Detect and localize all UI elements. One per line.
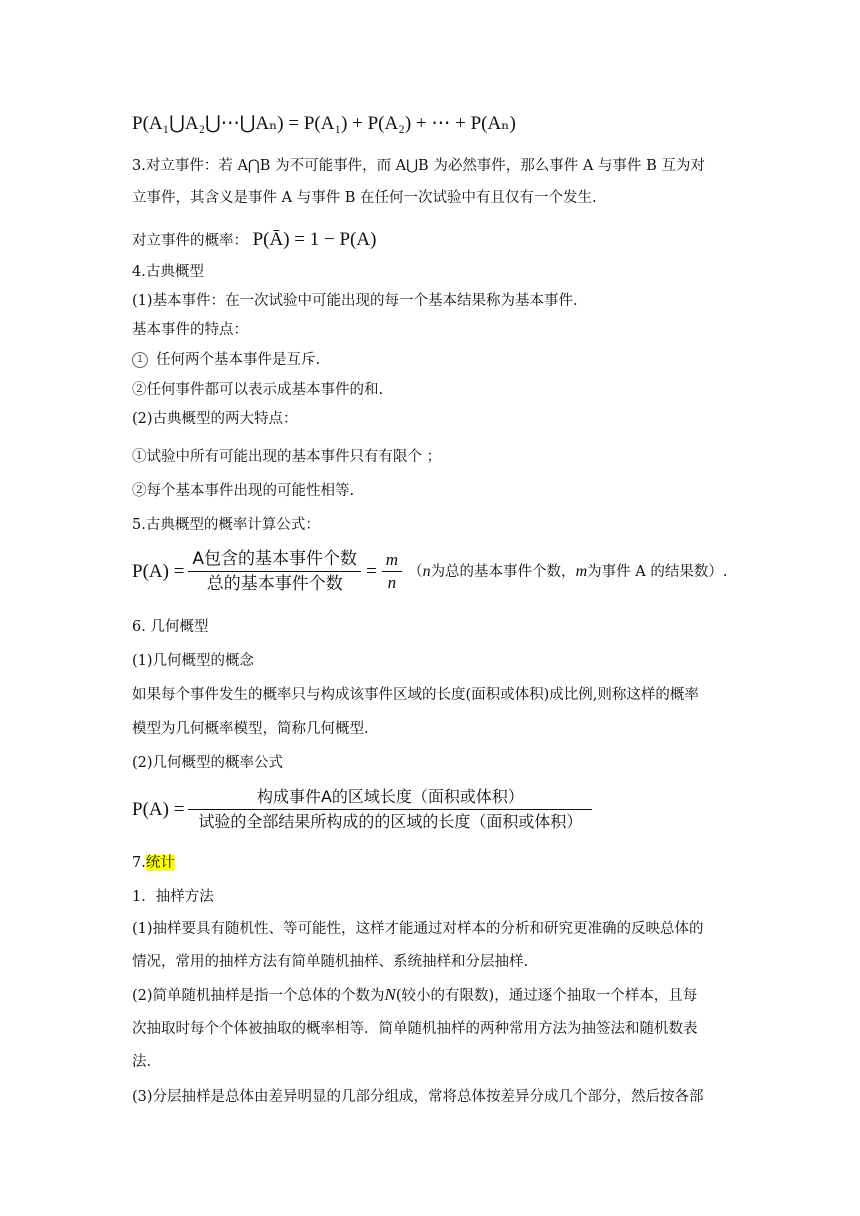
formula-denominator: 总的基本事件个数 xyxy=(206,574,343,594)
formula-n: n xyxy=(387,573,397,592)
geo-formula-fraction xyxy=(188,786,592,833)
formula-numerator: A包含的基本事件个数 xyxy=(188,548,361,572)
opposite-prob-formula: P(Ā) = 1 − P(A) xyxy=(252,229,377,250)
sampling-p1-line-2: 情况，常用的抽样方法有简单随机抽样、系统抽样和分层抽样. xyxy=(132,954,529,970)
statistics-heading-line xyxy=(132,853,175,873)
sampling-p1-line-1: (1)抽样要具有随机性、等可能性，这样才能通过对样本的分析和研究更准确的反映总体的 xyxy=(132,921,704,937)
opposite-event-line-2: 立事件，其含义是事件 A 与事件 B 在任何一次试验中有且仅有一个发生. xyxy=(132,190,597,206)
formula-m: m xyxy=(382,550,402,572)
population-size-N: N xyxy=(384,985,396,1004)
geometric-formula-heading: (2)几何概型的概率公式 xyxy=(132,755,284,771)
classical-two-features: (2)古典概型的两大特点： xyxy=(132,411,298,427)
classical-feature-1: ①试验中所有可能出现的基本事件只有有限个 ； xyxy=(132,449,442,465)
union-probability-formula: P(A₁⋃A₂⋃⋯⋃Aₙ) = P(A₁) + P(A₂) + ⋯ + P(Aₙ) xyxy=(132,113,516,134)
basic-event-features: 基本事件的特点： xyxy=(132,322,248,338)
sampling-p2-line-3: 法. xyxy=(132,1054,152,1070)
feature-2: ②任何事件都可以表示成基本事件的和. xyxy=(132,382,384,398)
statistics-number: 7. xyxy=(132,855,146,871)
geometric-concept-line-1: 如果每个事件发生的概率只与构成该事件区域的长度(面积或体积)成比例,则称这样的概率 xyxy=(132,687,699,703)
formula-note: （n为总的基本事件个数，m为事件 A 的结果数）. xyxy=(408,562,728,580)
geo-formula-numerator: 构成事件A的区域长度（面积或体积） xyxy=(188,786,592,810)
classical-heading: 4.古典概型 xyxy=(132,264,204,280)
classical-probability-formula xyxy=(132,548,727,595)
opposite-event-probability xyxy=(132,230,376,251)
geometric-probability-formula xyxy=(132,786,592,833)
geo-formula-lhs: P(A) = xyxy=(132,798,185,820)
geometric-heading: 6. 几何概型 xyxy=(132,619,209,635)
circled-number-marker: 1 xyxy=(132,352,148,368)
geometric-concept-line-2: 模型为几何概率模型，简称几何概型. xyxy=(132,721,369,737)
formula-m-over-n xyxy=(382,550,402,593)
opposite-event-line-1: 3.对立事件：若 A⋂B 为不可能事件，而 A⋃B 为必然事件，那么事件 A 与事件 B 互为对 xyxy=(132,158,705,174)
formula-equals: = xyxy=(366,560,377,582)
basic-event-definition: (1)基本事件：在一次试验中可能出现的每一个基本结果称为基本事件. xyxy=(132,293,578,309)
opposite-prob-label: 对立事件的概率： xyxy=(132,233,248,249)
geometric-concept-heading: (1)几何概型的概念 xyxy=(132,653,255,669)
classical-feature-2: ②每个基本事件出现的可能性相等. xyxy=(132,483,355,499)
sampling-p2-line-1: (2)简单随机抽样是指一个总体的个数为N(较小的有限数)，通过逐个抽取一个样本，且每 xyxy=(132,985,698,1004)
note-n: n xyxy=(422,562,431,580)
sampling-p3-line-1: (3)分层抽样是总体由差异明显的几部分组成，常将总体按差异分成几个部分，然后按各部 xyxy=(132,1089,704,1105)
feature-1 xyxy=(132,350,320,370)
formula-lhs: P(A) = xyxy=(132,560,185,582)
classical-formula-heading: 5.古典概型的概率计算公式： xyxy=(132,517,320,533)
sampling-heading: 1．抽样方法 xyxy=(132,889,214,905)
geo-formula-denominator: 试验的全部结果所构成的的区域的长度（面积或体积） xyxy=(198,812,583,831)
statistics-heading-highlighted: 统计 xyxy=(145,855,175,871)
formula-fraction xyxy=(188,548,361,595)
feature-1-text: 任何两个基本事件是互斥. xyxy=(156,352,321,368)
sampling-p2-line-2: 次抽取时每个个体被抽取的概率相等．简单随机抽样的两种常用方法为抽签法和随机数表 xyxy=(132,1021,698,1037)
note-m: m xyxy=(575,562,588,580)
